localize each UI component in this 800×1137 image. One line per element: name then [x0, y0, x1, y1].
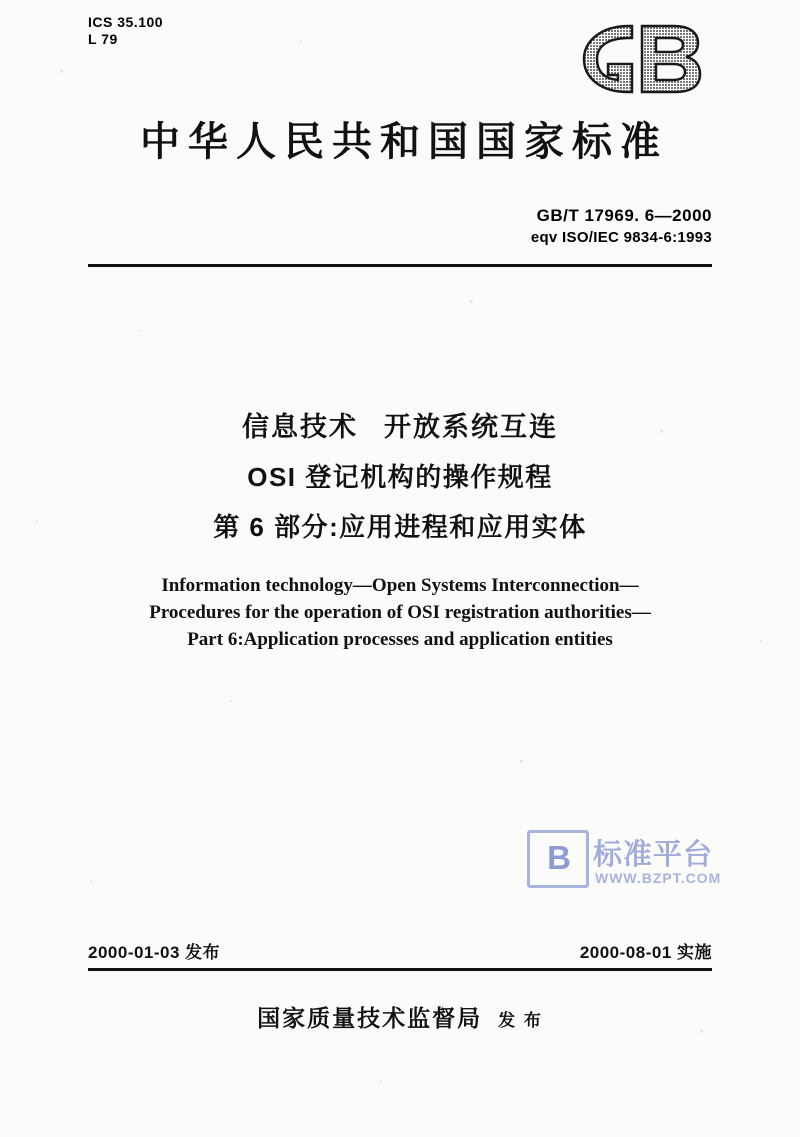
gb-logo — [572, 18, 712, 100]
paper-speckle — [140, 330, 142, 332]
issuer-verb: 发 布 — [498, 1011, 543, 1030]
paper-speckle — [380, 1080, 382, 1082]
bottom-divider — [88, 968, 712, 971]
title-cn-line1-a: 信息技术 — [242, 412, 358, 442]
paper-speckle — [470, 300, 473, 303]
ccs-code: L 79 — [88, 31, 118, 47]
paper-speckle — [520, 760, 523, 763]
date-row — [88, 938, 712, 963]
issuing-authority — [0, 1000, 800, 1033]
title-en-line2: Procedures for the operation of OSI registration authorities— — [149, 602, 651, 623]
paper-speckle — [300, 40, 302, 42]
issuer-organization: 国家质量技术监督局 — [257, 1005, 483, 1031]
top-divider — [88, 264, 712, 267]
title-en-line1: Information technology—Open Systems Interconnection— — [161, 575, 639, 596]
issue-date: 2000-01-03 发布 — [88, 943, 221, 962]
standard-number: GB/T 17969. 6—2000 — [536, 206, 712, 225]
watermark-url: WWW.BZPT.COM — [595, 870, 722, 886]
title-cn-line3: 第 6 部分:应用进程和应用实体 — [213, 512, 587, 542]
ics-code: ICS 35.100 — [88, 14, 164, 30]
paper-speckle — [60, 70, 63, 73]
paper-speckle — [90, 880, 92, 882]
paper-speckle — [230, 700, 232, 702]
watermark-logo-icon: B — [527, 830, 589, 888]
national-standard-title: 中华人民共和国国家标准 — [140, 120, 668, 164]
document-title-en — [0, 572, 800, 653]
document-title-cn — [0, 405, 800, 544]
equivalent-standard: eqv ISO/IEC 9834-6:1993 — [530, 229, 712, 246]
ics-classification — [88, 14, 163, 48]
watermark — [527, 830, 742, 900]
title-en-line3: Part 6:Application processes and application entities — [187, 629, 613, 650]
watermark-text: 标准平台 — [593, 839, 714, 871]
implementation-date: 2000-08-01 实施 — [579, 943, 712, 962]
title-cn-line2: OSI 登记机构的操作规程 — [247, 462, 553, 492]
title-cn-line1-b: 开放系统互连 — [384, 412, 558, 442]
standard-number-block — [531, 205, 712, 249]
